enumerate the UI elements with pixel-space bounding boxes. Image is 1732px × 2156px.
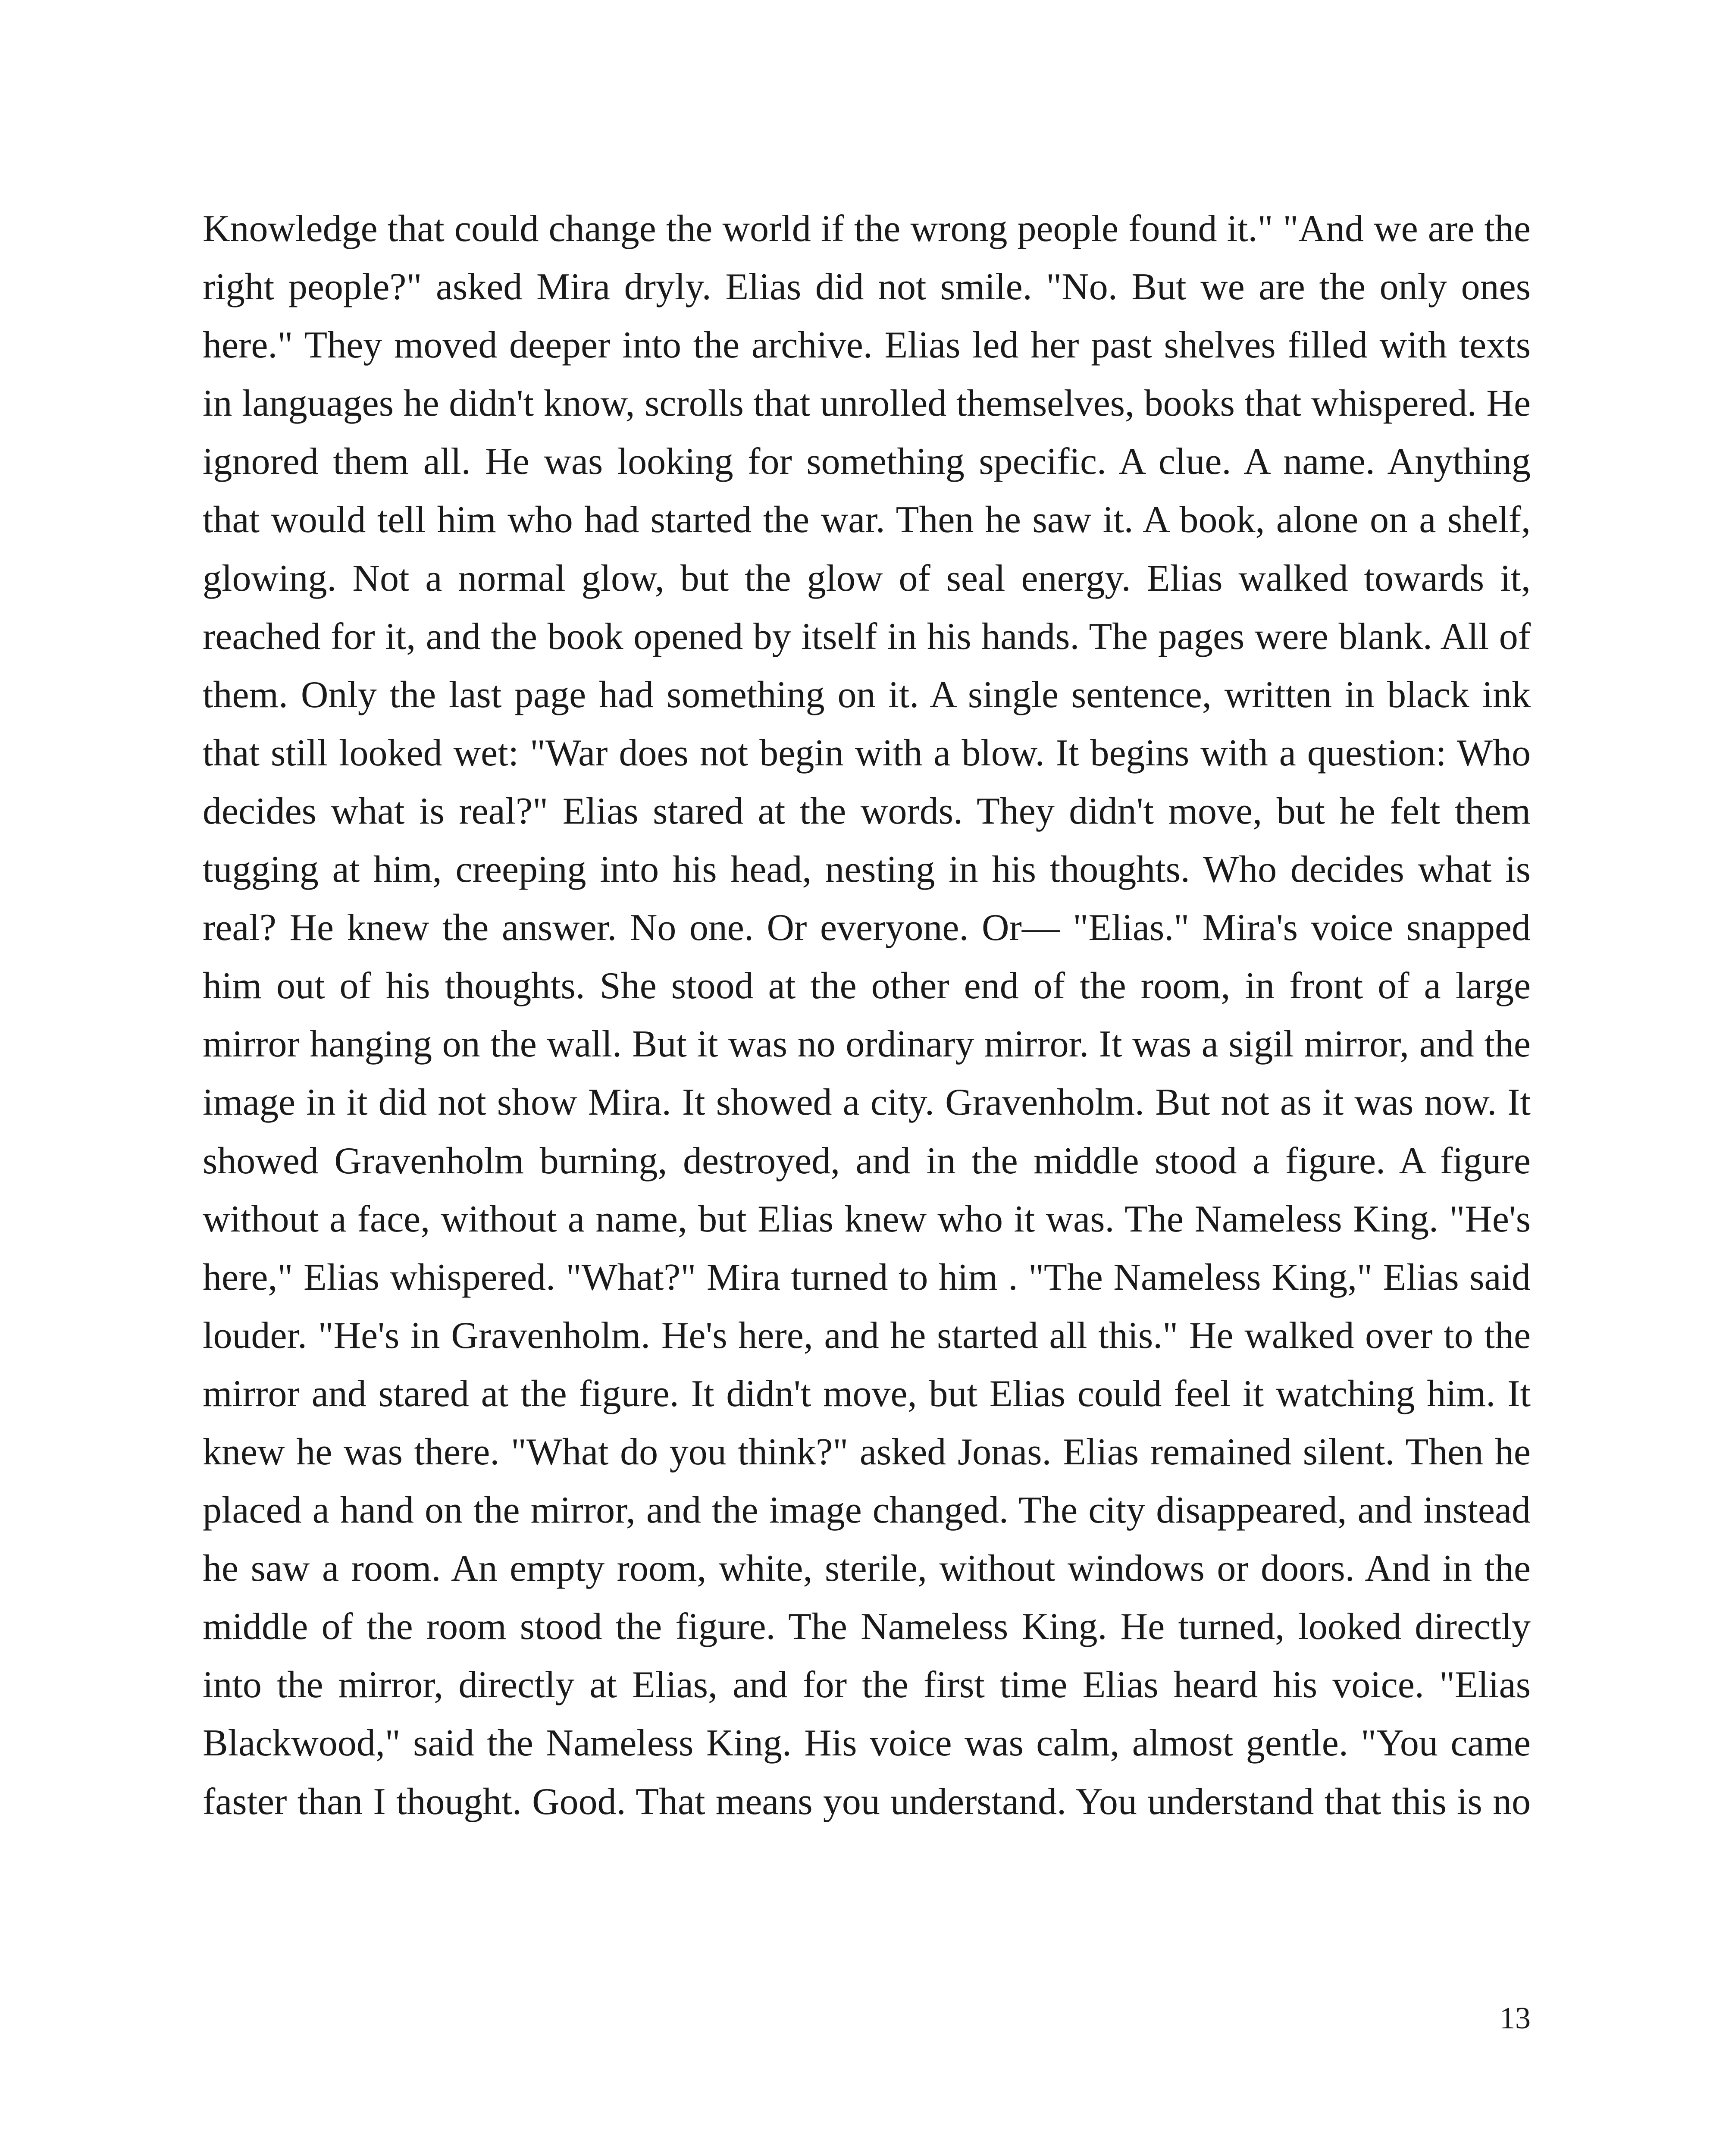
page-number: 13 xyxy=(1500,2001,1531,2035)
body-paragraph: Knowledge that could change the world if the wrong people found it." "And we are the right people?" asked Mira dryly. Elias did not smile. "No. But we are the only ones here." They moved deeper into the archive. Elias led her past shelves filled with texts in languages he didn't know, scrolls that unrolled themselves, books that whispered. He ignored them all. He was looking for something specific. A clue. A name. Anything that would tell him who had started the war. Then he saw it. A book, alone on a shelf, glowing. Not a normal glow, but the glow of seal energy. Elias walked towards it, reached for it, and the book opened by itself in his hands. The pages were blank. All of them. Only the last page had something on it. A single sentence, written in black ink that still looked wet: "War does not begin with a blow. It begins with a question: Who decides what is real?" Elias stared at the words. They didn't move, but he felt them tugging at him, creeping into his head, nesting in his thoughts. Who decides what is real? He knew the answer. No one. Or everyone. Or— "Elias." Mira's voice snapped him out of his thoughts. She stood at the other end of the room, in front of a large mirror hanging on the wall. But it was no ordinary mirror. It was a sigil mirror, and the image in it did not show Mira. It showed a city. Gravenholm. But not as it was now. It showed Gravenholm burning, destroyed, and in the middle stood a figure. A figure without a face, without a name, but Elias knew who it was. The Nameless King. "He's here," Elias whispered. "What?" Mira turned to him . "The Nameless King," Elias said louder. "He's in Gravenholm. He's here, and he started all this." He walked over to the mirror and stared at the figure. It didn't move, but Elias could feel it watching him. It knew he was there. "What do you think?" asked Jonas. Elias remained silent. Then he placed a hand on the mirror, and the image changed. The city disappeared, and instead he saw a room. An empty room, white, sterile, without windows or doors. And in the middle of the room stood the figure. The Nameless King. He turned, looked directly into the mirror, directly at Elias, and for the first time Elias heard his voice. "Elias Blackwood," said the Nameless King. His voice was calm, almost gentle. "You came faster than I thought. Good. That means you understand. You understand that this is no xyxy=(203,208,1531,1823)
